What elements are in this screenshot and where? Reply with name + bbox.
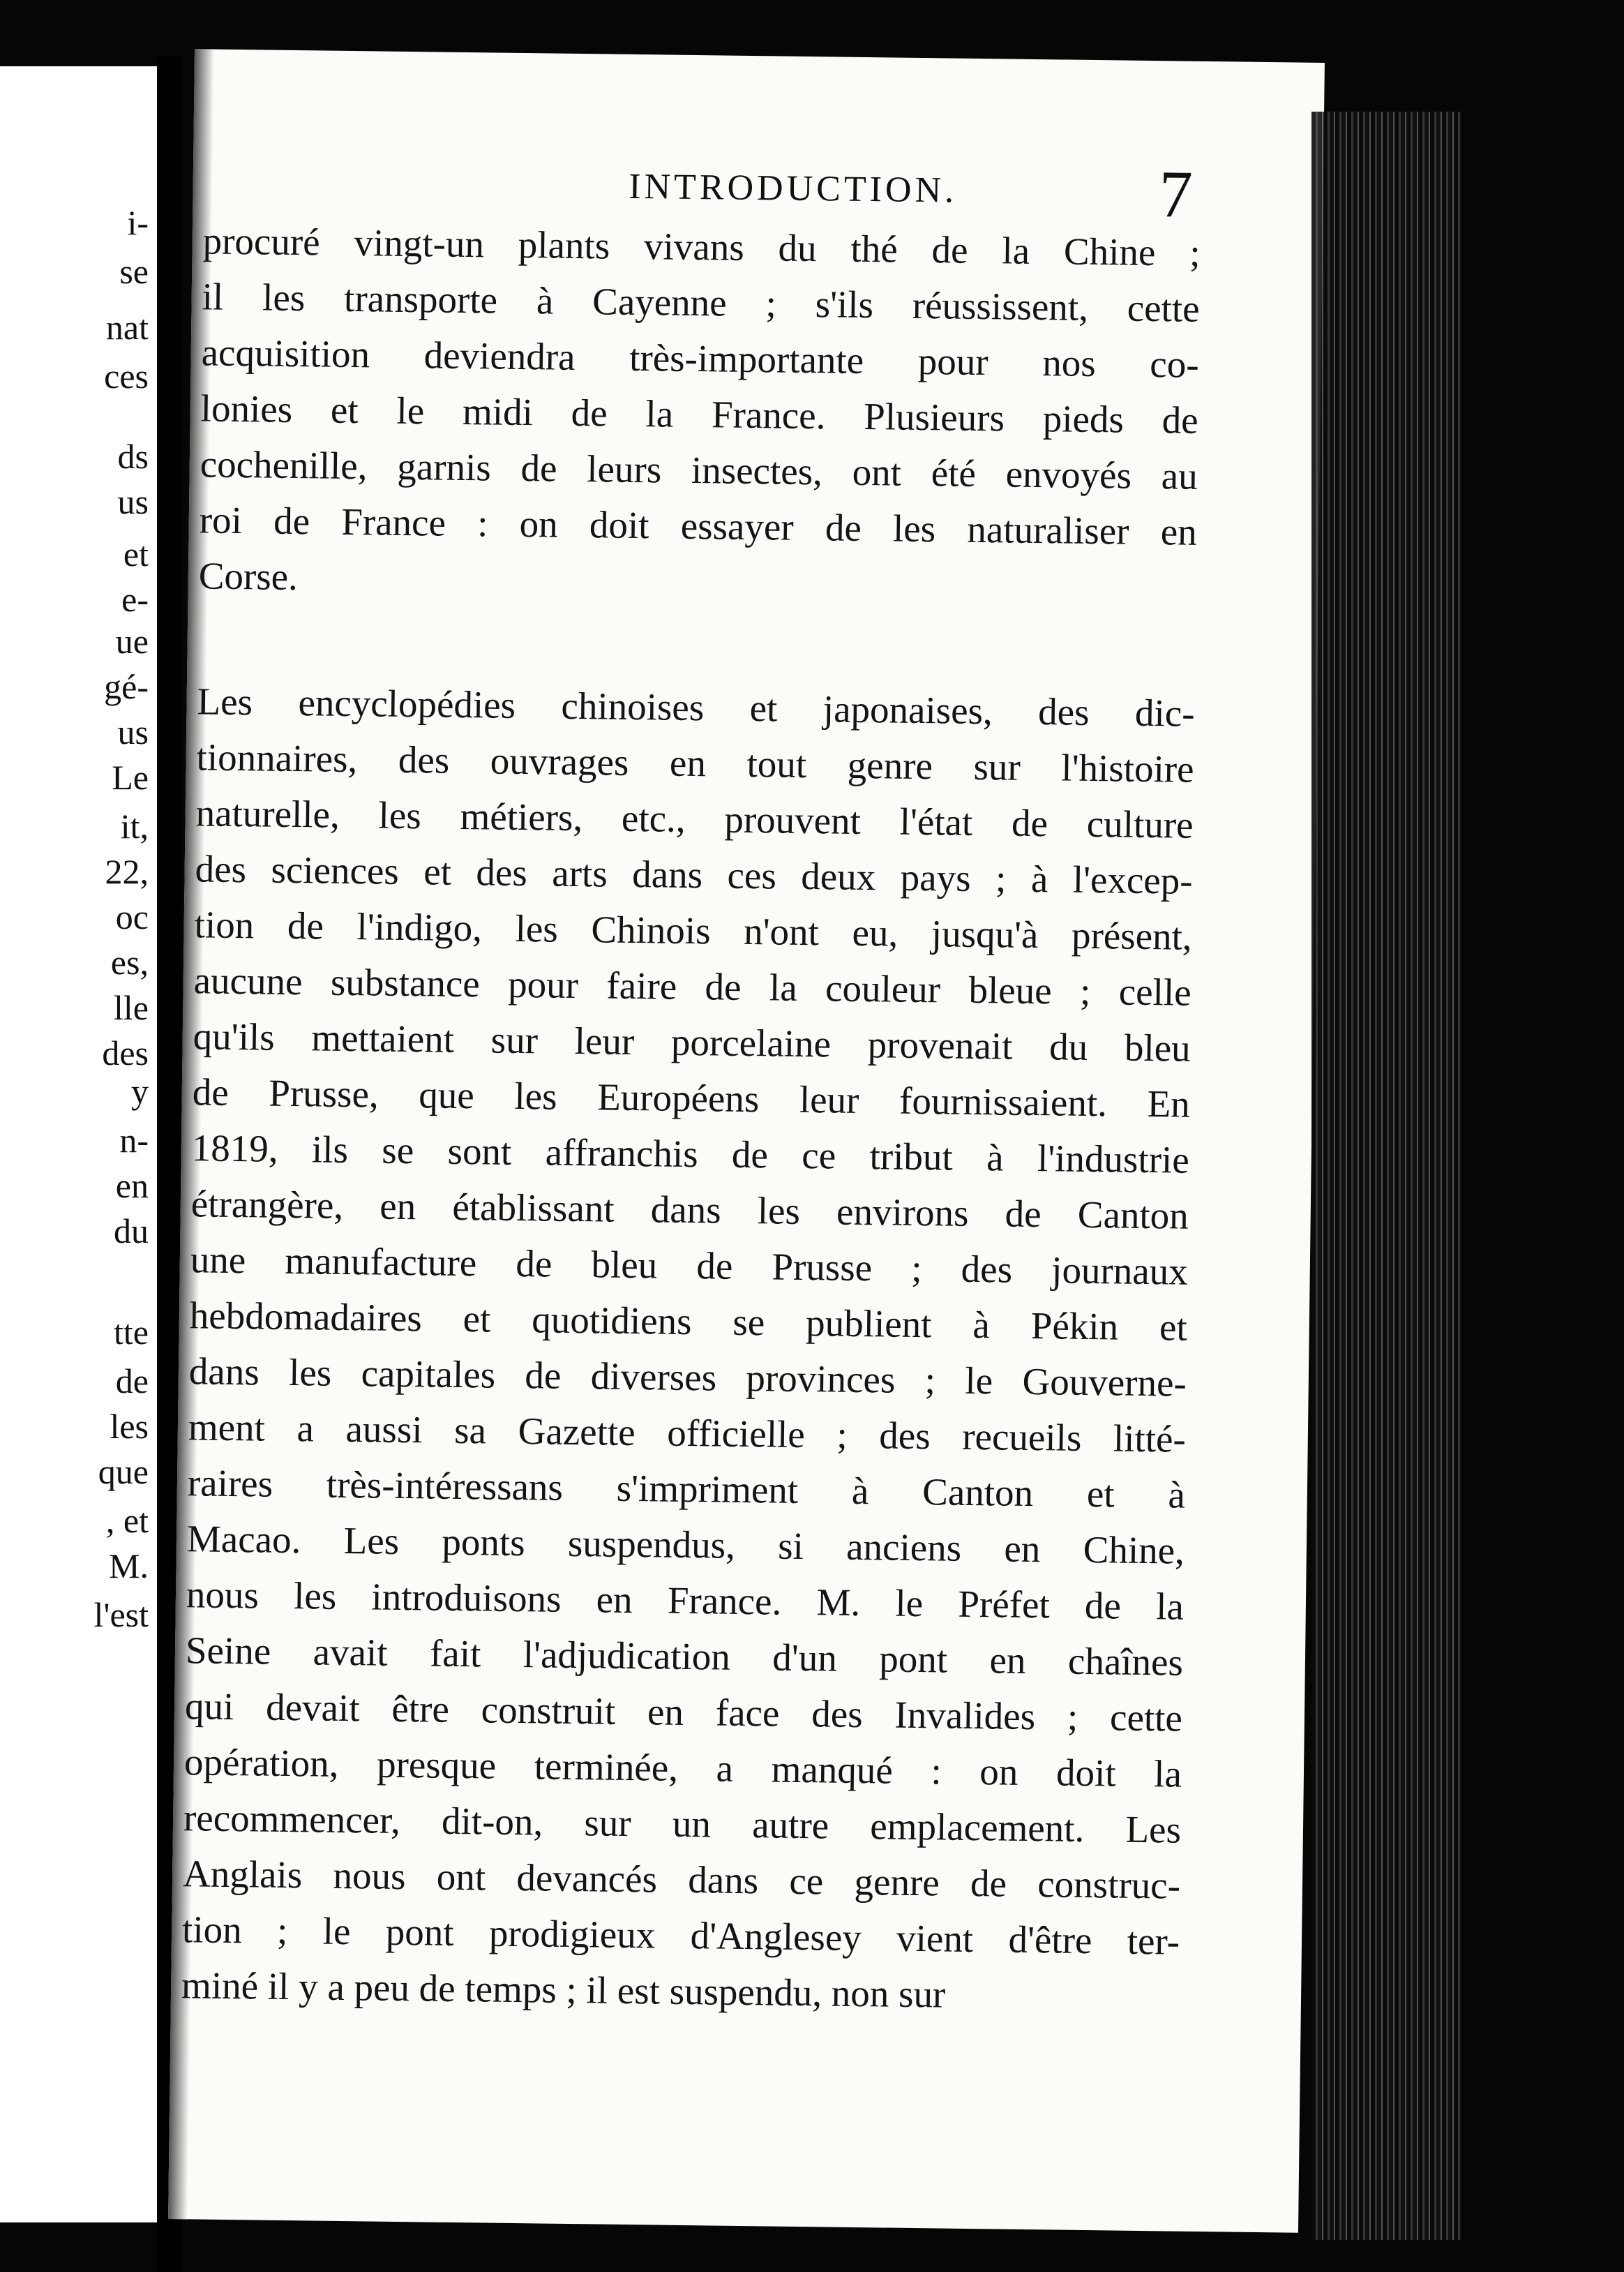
text-line: opération, presque terminée, a manqué : on doit la — [183, 1740, 1182, 1795]
text-line: ment a aussi sa Gazette officielle ; des recueils litté- — [188, 1405, 1187, 1460]
facing-page-fragment: les — [110, 1407, 149, 1446]
text-line: qu'ils mettaient sur leur porcelaine provenait du bleu — [193, 1015, 1191, 1070]
text-line: aucune substance pour faire de la couleur bleue ; celle — [193, 959, 1192, 1014]
facing-page-fragment: n- — [119, 1121, 149, 1160]
paragraph-break — [197, 604, 1196, 685]
facing-page-left — [0, 66, 157, 2222]
facing-page-fragment: us — [117, 482, 149, 521]
text-line: 1819, ils se sont affranchis de ce tribut à l'industrie — [191, 1126, 1190, 1181]
facing-page-fragment: , et — [105, 1501, 149, 1540]
body-text — [181, 213, 1201, 2025]
text-line: tion ; le pont prodigieux d'Anglesey vient d'être ter- — [181, 1908, 1180, 1963]
facing-page-fragment: ces — [104, 357, 149, 396]
text-line: naturelle, les métiers, etc., prouvent l'état de culture — [195, 791, 1194, 846]
facing-page-fragment: Le — [112, 758, 149, 797]
facing-page-fragment: es, — [110, 943, 149, 982]
facing-page-fragment: gé- — [104, 667, 149, 706]
text-line: étrangère, en établissant dans les environs de Canton — [190, 1182, 1189, 1237]
text-line: roi de France : on doit essayer de les naturaliser en — [199, 498, 1198, 553]
facing-page-fragment: des — [102, 1033, 149, 1073]
facing-page-fragment: e- — [121, 580, 149, 619]
text-line: raires très-intéressans s'impriment à Canton et à — [187, 1461, 1186, 1516]
running-head: INTRODUCTION. — [628, 166, 958, 211]
facing-page-fragment: de — [115, 1361, 149, 1400]
text-line: Les encyclopédies chinoises et japonaises, des dic- — [197, 680, 1195, 735]
facing-page-fragment: du — [114, 1211, 149, 1250]
text-line: tionnaires, des ouvrages en tout genre sur l'histoire — [196, 735, 1194, 791]
facing-page-fragment: it, — [120, 807, 149, 846]
page-7 — [168, 49, 1325, 2233]
facing-page-fragment: nat — [105, 308, 149, 347]
facing-page-fragment: et — [123, 535, 149, 574]
text-line: tion de l'indigo, les Chinois n'ont eu, jusqu'à présent, — [194, 903, 1192, 958]
facing-page-fragment: se — [119, 252, 149, 291]
text-line: dans les capitales de diverses provinces ; le Gouverne- — [188, 1350, 1187, 1405]
text-line: recommencer, dit-on, sur un autre emplacement. Les — [183, 1796, 1182, 1851]
facing-page-fragment: ue — [115, 622, 149, 661]
text-line: hebdomadaires et quotidiens se publient à Pékin et — [189, 1294, 1188, 1349]
text-line: lonies et le midi de la France. Plusieurs pieds de — [200, 387, 1199, 442]
text-line: miné il y a peu de temps ; il est suspendu, non sur — [181, 1964, 946, 2016]
facing-page-fragment: 22, — [105, 852, 149, 891]
facing-page-fragment: i- — [127, 203, 149, 242]
facing-page-fragment: oc — [115, 897, 149, 936]
facing-page-fragment: M. — [109, 1546, 149, 1585]
text-line: Anglais nous ont devancés dans ce genre de construc- — [182, 1852, 1181, 1907]
text-line: Corse. — [198, 554, 299, 599]
text-line: une manufacture de bleu de Prusse ; des journaux — [190, 1238, 1189, 1293]
text-line: des sciences et des arts dans ces deux pays ; à l'excep- — [195, 847, 1193, 902]
facing-page-fragment: ds — [117, 437, 149, 476]
text-line: cochenille, garnis de leurs insectes, ont été envoyés au — [200, 442, 1198, 498]
facing-page-fragment: en — [115, 1166, 149, 1205]
facing-page-fragment: l'est — [93, 1595, 149, 1634]
facing-page-fragment: tte — [114, 1313, 149, 1352]
facing-page-fragment: que — [98, 1452, 149, 1491]
text-line: qui devait être construit en face des Invalides ; cette — [184, 1684, 1183, 1740]
facing-page-fragment: us — [117, 712, 149, 752]
paragraph-2 — [181, 673, 1195, 2025]
page-edges — [1311, 112, 1461, 2240]
text-line: il les transporte à Cayenne ; s'ils réussissent, cette — [202, 275, 1200, 330]
text-line: Macao. Les ponts suspendus, si anciens en Chine, — [186, 1517, 1185, 1572]
text-line: acquisition deviendra très-importante pour nos co- — [201, 331, 1200, 386]
facing-page-fragment: y — [131, 1072, 149, 1111]
page-number: 7 — [1158, 156, 1194, 232]
paragraph-1 — [198, 213, 1201, 615]
facing-page-fragment: lle — [114, 988, 149, 1027]
text-line: procuré vingt-un plants vivans du thé de la Chine ; — [202, 219, 1201, 274]
text-line: de Prusse, que les Européens leur fournissaient. En — [192, 1070, 1191, 1126]
text-line: nous les introduisons en France. M. le Préfet de la — [186, 1573, 1185, 1628]
text-line: Seine avait fait l'adjudication d'un pont en chaînes — [185, 1629, 1184, 1684]
